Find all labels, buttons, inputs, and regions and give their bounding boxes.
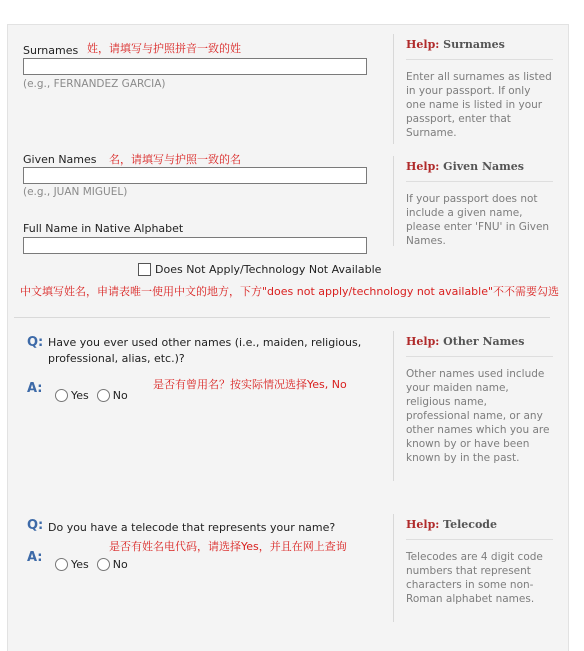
question-mark-telecode: Q: <box>27 518 44 533</box>
telecode-no-radio[interactable] <box>97 558 110 571</box>
help-other-names <box>393 331 553 481</box>
does-not-apply-checkbox-row[interactable] <box>138 259 381 278</box>
given-names-annotation: 名，请填写与护照一致的名 <box>109 153 241 166</box>
surnames-annotation: 姓，请填写与护照拼音一致的姓 <box>87 42 241 55</box>
other-names-yes-label: Yes <box>71 389 89 402</box>
other-names-yes-radio[interactable] <box>55 389 68 402</box>
telecode-no-label: No <box>112 558 128 571</box>
help-given-names <box>393 156 553 246</box>
other-names-no-label: No <box>112 389 128 402</box>
question-mark-other-names: Q: <box>27 335 44 350</box>
help-prefix: Help: <box>406 160 440 173</box>
help-prefix: Help: <box>406 518 440 531</box>
native-name-label: Full Name in Native Alphabet <box>23 222 184 235</box>
answer-mark-other-names: A: <box>27 381 43 396</box>
telecode-yes-label: Yes <box>71 558 89 571</box>
help-title-text: Given Names <box>443 160 524 173</box>
help-surnames <box>393 34 553 144</box>
given-names-input[interactable] <box>23 167 367 184</box>
telecode-yes-radio[interactable] <box>55 558 68 571</box>
does-not-apply-label: Does Not Apply/Technology Not Available <box>155 263 382 276</box>
help-prefix: Help: <box>406 335 440 348</box>
other-names-radio-group[interactable] <box>55 385 136 404</box>
help-given-names-title <box>406 156 553 182</box>
given-names-label: Given Names <box>23 153 97 166</box>
help-telecode <box>393 514 553 622</box>
given-names-example: (e.g., JUAN MIGUEL) <box>23 186 128 198</box>
help-other-names-title <box>406 331 553 357</box>
other-names-annotation: 是否有曾用名？按实际情况选择Yes, No <box>153 378 347 391</box>
telecode-radio-group[interactable] <box>55 554 136 573</box>
other-names-question: Have you ever used other names (i.e., maiden, religious, professional, alias, etc.)? <box>48 336 362 365</box>
other-names-no-radio[interactable] <box>97 389 110 402</box>
telecode-annotation: 是否有姓名电代码，请选择Yes，并且在网上查询 <box>109 540 347 553</box>
help-other-names-text: Other names used include your maiden name, religious name, professional name, or any other names which you are known by or have been known by in the past. <box>406 368 550 464</box>
surnames-example: (e.g., FERNANDEZ GARCIA) <box>23 78 166 90</box>
native-name-input[interactable] <box>23 237 367 254</box>
telecode-question: Do you have a telecode that represents your name? <box>48 521 336 534</box>
section-divider <box>14 317 550 318</box>
help-surnames-text: Enter all surnames as listed in your passport. If only one name is listed in your passport, enter that Surname. <box>406 71 552 139</box>
help-title-text: Other Names <box>443 335 525 348</box>
surnames-input[interactable] <box>23 58 367 75</box>
help-telecode-text: Telecodes are 4 digit code numbers that represent characters in some non-Roman alphabet names. <box>406 551 543 605</box>
help-surnames-title <box>406 34 553 60</box>
help-telecode-title <box>406 514 553 540</box>
surnames-label: Surnames <box>23 44 79 57</box>
help-title-text: Surnames <box>443 38 505 51</box>
does-not-apply-checkbox[interactable] <box>138 263 151 276</box>
answer-mark-telecode: A: <box>27 550 43 565</box>
native-name-annotation: 中文填写姓名，申请表唯一使用中文的地方，下方"does not apply/technology not available"不不需要勾选 <box>20 285 560 298</box>
help-given-names-text: If your passport does not include a given name, please enter 'FNU' in Given Names. <box>406 193 550 247</box>
help-prefix: Help: <box>406 38 440 51</box>
help-title-text: Telecode <box>443 518 497 531</box>
